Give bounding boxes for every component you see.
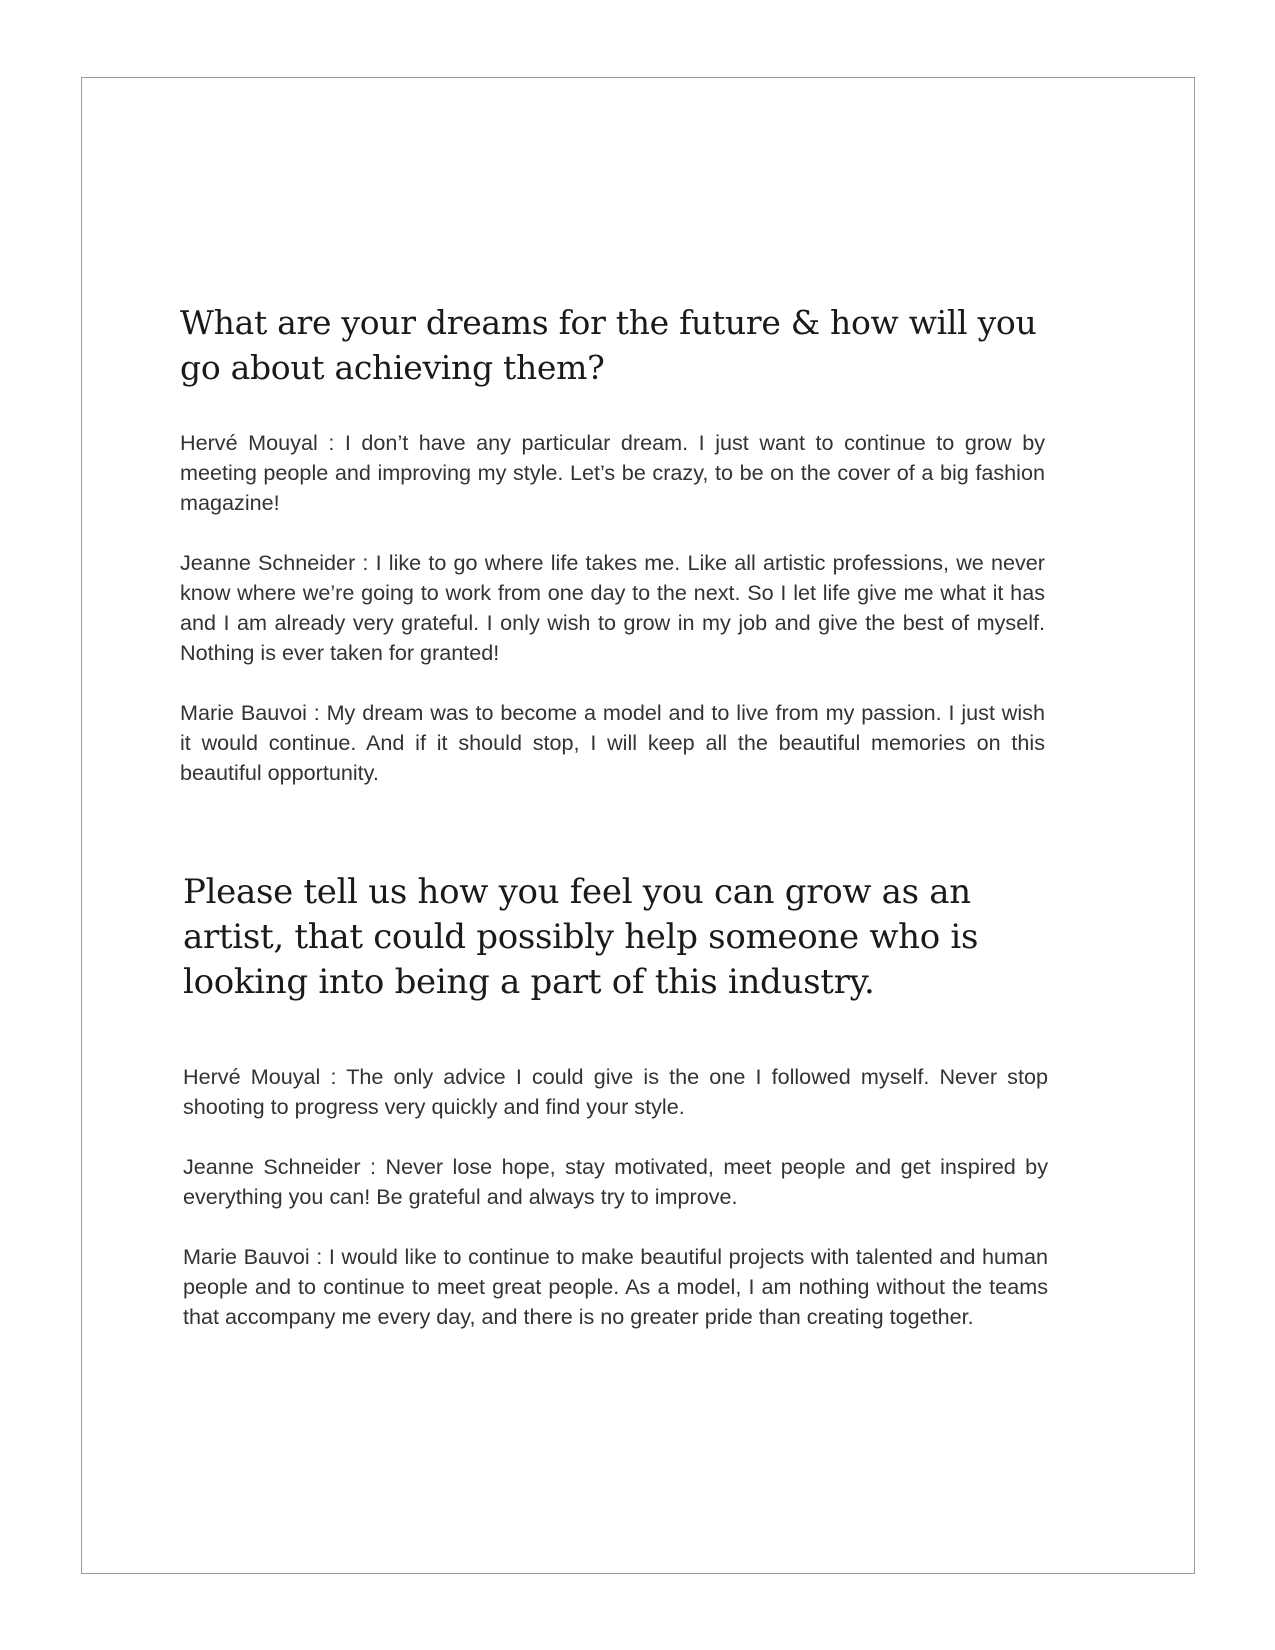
answer-jeanne-schneider: Jeanne Schneider : Never lose hope, stay motivated, meet people and get inspired by everything you can! Be grateful and always try to improve.: [183, 1154, 1048, 1209]
answer-marie-bauvoi: Marie Bauvoi : My dream was to become a model and to live from my passion. I just wish it would continue. And if it should stop, I will keep all the beautiful memories on this beautiful opportunity.: [180, 700, 1045, 785]
dreams-question: What are your dreams for the future & how will you go about achieving them?: [180, 303, 1037, 387]
answer-marie-bauvoi: Marie Bauvoi : I would like to continue to make beautiful projects with talented and human people and to continue to meet great people. As a model, I am nothing without the teams that accompany me every day, and there is no greater pride than creating together.: [183, 1244, 1048, 1329]
dreams-section: [180, 300, 1045, 788]
answer-herve-mouyal: Hervé Mouyal : The only advice I could give is the one I followed myself. Never stop shooting to progress very quickly and find your style.: [183, 1064, 1048, 1119]
answer-jeanne-schneider: Jeanne Schneider : I like to go where life takes me. Like all artistic professions, we never know where we’re going to work from one day to the next. So I let life give me what it has and I am already very grateful. I only wish to grow in my job and give the best of myself. Nothing is ever taken for granted!: [180, 550, 1045, 665]
answer-herve-mouyal: Hervé Mouyal : I don’t have any particular dream. I just want to continue to grow by meeting people and improving my style. Let’s be crazy, to be on the cover of a big fashion magazine!: [180, 430, 1045, 515]
growth-question: Please tell us how you feel you can grow as an artist, that could possibly help someone who is looking into being a part of this industry.: [183, 872, 979, 1002]
growth-answers: [183, 1062, 1048, 1332]
growth-section: [183, 870, 1048, 1332]
dreams-answers: [180, 428, 1045, 788]
